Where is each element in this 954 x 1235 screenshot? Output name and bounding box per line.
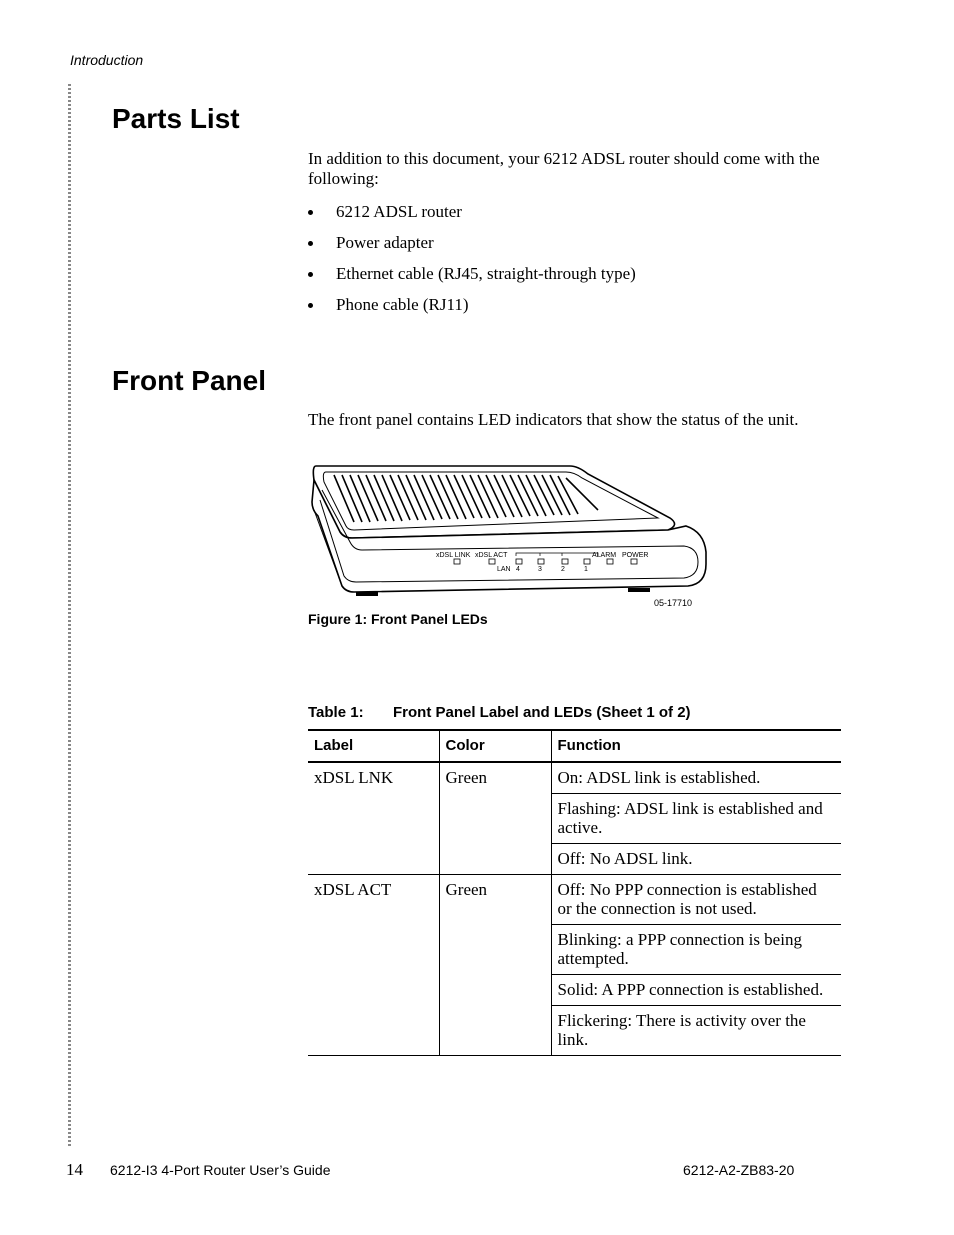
cell-function: Flickering: There is activity over the link. xyxy=(551,1006,841,1056)
led-label-port-3: 3 xyxy=(538,566,542,573)
led-label-port-4: 4 xyxy=(516,566,520,573)
front-panel-led-table xyxy=(308,729,841,1056)
running-header: Introduction xyxy=(70,52,144,68)
section-title-front-panel: Front Panel xyxy=(112,365,267,396)
footer-guide-title: 6212-I3 4-Port Router User’s Guide xyxy=(110,1162,331,1178)
column-header-label: Label xyxy=(308,730,439,762)
led-label-lan: LAN xyxy=(497,566,511,573)
front-intro-paragraph: The front panel contains LED indicators that show the status of the unit. xyxy=(308,410,799,429)
cell-label: xDSL ACT xyxy=(308,875,439,1056)
router-foot xyxy=(628,588,650,592)
table-caption-text: Front Panel Label and LEDs (Sheet 1 of 2) xyxy=(393,704,691,721)
table-caption xyxy=(308,704,691,721)
figure-id: 05-17710 xyxy=(654,598,693,608)
cell-label: xDSL LNK xyxy=(308,762,439,875)
led-label-xdsl-link: xDSL LINK xyxy=(436,552,471,559)
list-item xyxy=(308,233,636,264)
led-label-port-1: 1 xyxy=(584,566,588,573)
cell-function: Off: No PPP connection is established or the connection is not used. xyxy=(551,875,841,925)
list-item-text: 6212 ADSL router xyxy=(336,202,462,221)
led-label-alarm: ALARM xyxy=(592,552,617,559)
parts-list xyxy=(308,202,636,326)
list-item xyxy=(308,264,636,295)
bullet-icon xyxy=(308,241,313,246)
column-header-function: Function xyxy=(551,730,841,762)
margin-rule xyxy=(68,84,71,1146)
list-item xyxy=(308,202,636,233)
list-item-text: Ethernet cable (RJ45, straight-through type) xyxy=(336,264,636,283)
figure-caption: Figure 1: Front Panel LEDs xyxy=(308,611,488,627)
table-row xyxy=(308,762,841,794)
led-label-power: POWER xyxy=(622,552,649,559)
table-row xyxy=(308,875,841,925)
cell-function: Blinking: a PPP connection is being attempted. xyxy=(551,925,841,975)
cell-function: Flashing: ADSL link is established and active. xyxy=(551,794,841,844)
parts-intro-paragraph: In addition to this document, your 6212 ADSL router should come with the following: xyxy=(308,149,820,188)
section-title-parts-list: Parts List xyxy=(112,103,240,134)
cell-function: Solid: A PPP connection is established. xyxy=(551,975,841,1006)
bullet-icon xyxy=(308,210,313,215)
table-caption-number: Table 1: xyxy=(308,704,364,721)
router-front-panel-figure xyxy=(308,460,708,615)
list-item-text: Power adapter xyxy=(336,233,434,252)
led-label-xdsl-act: xDSL ACT xyxy=(475,552,508,559)
table-header-row xyxy=(308,730,841,762)
cell-color: Green xyxy=(439,875,551,1056)
list-item-text: Phone cable (RJ11) xyxy=(336,295,469,314)
cell-color: Green xyxy=(439,762,551,875)
bullet-icon xyxy=(308,272,313,277)
led-label-port-2: 2 xyxy=(561,566,565,573)
router-foot xyxy=(356,592,378,596)
router-illustration xyxy=(308,460,708,610)
page-number: 14 xyxy=(66,1160,83,1179)
column-header-color: Color xyxy=(439,730,551,762)
cell-function: Off: No ADSL link. xyxy=(551,844,841,875)
list-item xyxy=(308,295,636,326)
cell-function: On: ADSL link is established. xyxy=(551,762,841,794)
footer-document-number: 6212-A2-ZB83-20 xyxy=(683,1162,795,1178)
bullet-icon xyxy=(308,303,313,308)
